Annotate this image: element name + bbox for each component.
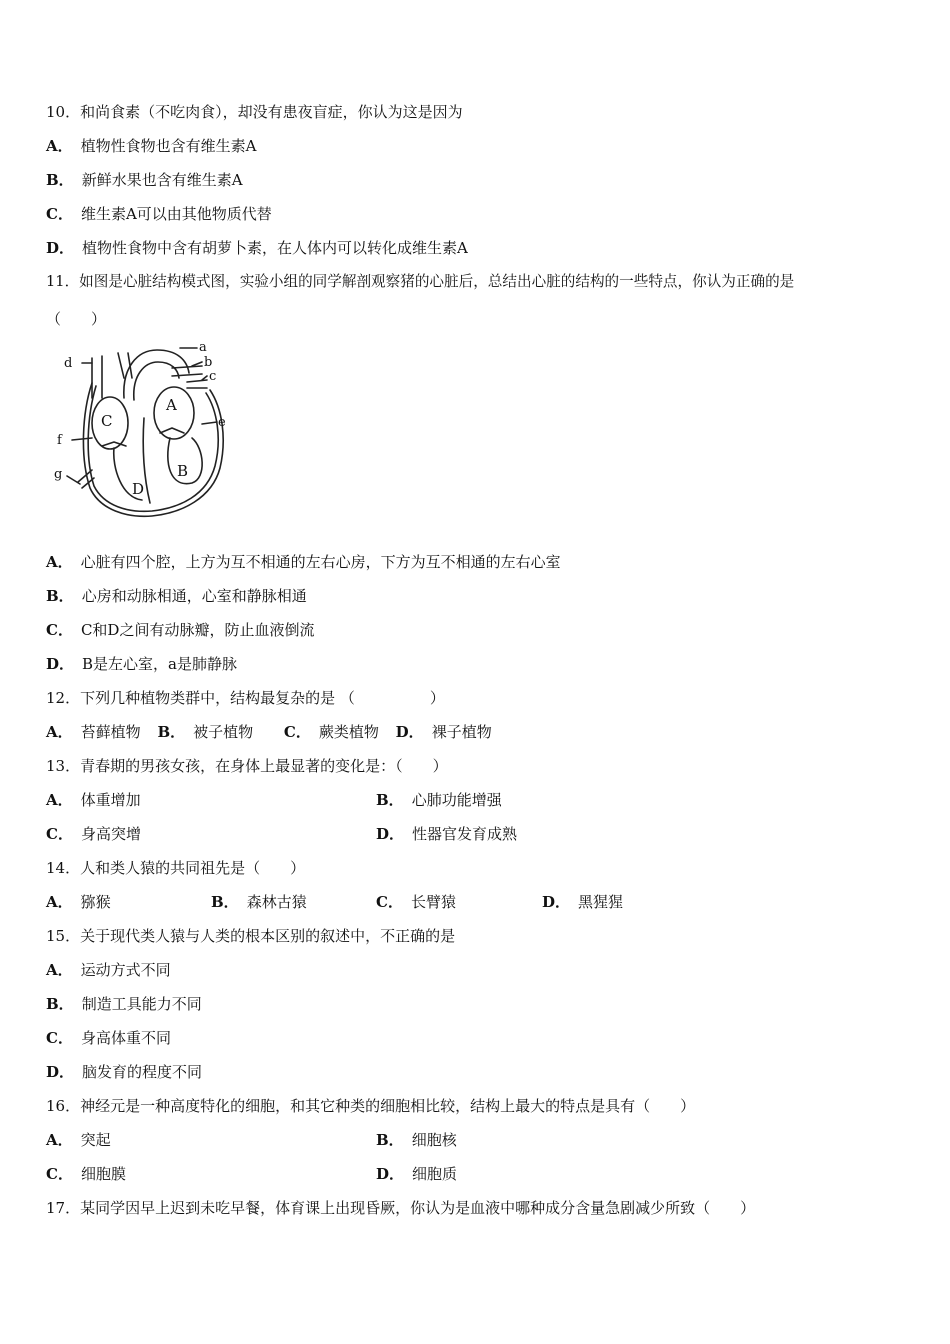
option-text: 身高体重不同 — [80, 1029, 171, 1047]
label-d: d — [64, 356, 73, 371]
option-label: D． — [46, 1063, 75, 1081]
option-text: 蕨类植物 — [318, 723, 379, 741]
q16-option-c — [46, 1164, 126, 1184]
option-label: B． — [211, 893, 239, 911]
q16-option-a — [46, 1130, 111, 1150]
heart-diagram — [52, 338, 232, 523]
q15-option-d — [46, 1062, 202, 1082]
option-text: 心房和动脉相通，心室和静脉相通 — [81, 587, 307, 605]
option-text: 脑发育的程度不同 — [82, 1063, 203, 1081]
option-text: 运动方式不同 — [80, 961, 171, 979]
option-text: 被子植物 — [193, 723, 254, 741]
q15-option-b — [46, 994, 202, 1014]
option-text: 植物性食物也含有维生素A — [80, 137, 257, 155]
option-label: D． — [376, 1165, 405, 1183]
option-label: A． — [46, 723, 73, 741]
option-text: 猕猴 — [80, 893, 111, 911]
option-label: B． — [46, 171, 74, 189]
option-text: 植物性食物中含有胡萝卜素，在人体内可以转化成维生素A — [82, 239, 468, 257]
option-label: D． — [376, 825, 405, 843]
option-label: A． — [46, 961, 73, 979]
q10-option-b — [46, 170, 243, 190]
q17-stem: 17．某同学因早上迟到未吃早餐，体育课上出现昏厥，你认为是血液中哪种成分含量急剧减少所致（ ） — [46, 1199, 756, 1217]
option-label: C． — [46, 1029, 73, 1047]
q12-options — [46, 722, 492, 742]
q14-option-c — [376, 892, 456, 912]
q13-stem: 13．青春期的男孩女孩，在身体上最显著的变化是：（ ） — [46, 757, 448, 775]
q11-paren: （ ） — [46, 310, 107, 328]
option-label: D． — [542, 893, 571, 911]
label-e: e — [218, 415, 226, 430]
q16-stem: 16．神经元是一种高度特化的细胞，和其它种类的细胞相比较，结构上最大的特点是具有（ ） — [46, 1097, 696, 1115]
option-label: B． — [376, 791, 404, 809]
option-label: B． — [157, 723, 186, 741]
option-text: 心脏有四个腔，上方为互不相通的左右心房，下方为互不相通的左右心室 — [80, 553, 561, 571]
option-text: 新鲜水果也含有维生素A — [81, 171, 243, 189]
option-text: 黑猩猩 — [578, 893, 624, 911]
label-B: B — [177, 462, 189, 480]
option-label: C． — [283, 723, 311, 741]
label-A: A — [166, 396, 177, 414]
option-label: D． — [395, 723, 424, 741]
q14-option-d — [542, 892, 623, 912]
q10-option-c — [46, 204, 272, 224]
option-text: 身高突增 — [80, 825, 141, 843]
option-text: 细胞膜 — [80, 1165, 126, 1183]
option-label: C． — [46, 825, 73, 843]
label-a: a — [199, 340, 207, 355]
q13-option-a — [46, 790, 141, 810]
option-label: D． — [46, 655, 75, 673]
option-label: B． — [376, 1131, 404, 1149]
option-text: 长臂猿 — [410, 893, 456, 911]
option-text: 森林古猿 — [246, 893, 307, 911]
option-label: A． — [46, 791, 73, 809]
q13-option-c — [46, 824, 141, 844]
option-label: D． — [46, 239, 75, 257]
option-text: 心肺功能增强 — [411, 791, 502, 809]
q10-option-d — [46, 238, 468, 258]
q15-stem: 15．关于现代类人猿与人类的根本区别的叙述中，不正确的是 — [46, 927, 456, 945]
option-label: C． — [376, 893, 403, 911]
q13-option-d — [376, 824, 517, 844]
option-text: 细胞质 — [412, 1165, 458, 1183]
label-b: b — [204, 355, 213, 370]
option-text: C和D之间有动脉瓣，防止血液倒流 — [80, 621, 315, 639]
option-label: B． — [46, 995, 74, 1013]
label-c: c — [209, 369, 217, 384]
label-g: g — [54, 467, 63, 482]
q11-option-b — [46, 586, 307, 606]
q14-option-a — [46, 892, 111, 912]
option-label: A． — [46, 1131, 73, 1149]
q14-option-b — [211, 892, 307, 912]
option-text: 维生素A可以由其他物质代替 — [80, 205, 272, 223]
label-f: f — [57, 433, 62, 448]
option-text: 裸子植物 — [431, 723, 492, 741]
q15-option-c — [46, 1028, 171, 1048]
option-text: B是左心室，a是肺静脉 — [82, 655, 237, 673]
q16-option-d — [376, 1164, 457, 1184]
q10-option-a — [46, 136, 256, 156]
option-text: 性器官发育成熟 — [412, 825, 518, 843]
option-label: A． — [46, 893, 73, 911]
option-label: C． — [46, 205, 73, 223]
label-D: D — [132, 480, 145, 498]
q12-stem: 12．下列几种植物类群中，结构最复杂的是 （ ） — [46, 689, 445, 707]
q11-option-c — [46, 620, 314, 640]
q11-stem: 11．如图是心脏结构模式图，实验小组的同学解剖观察猪的心脏后，总结出心脏的结构的一些特点，你认为正确的是 — [46, 273, 795, 290]
option-label: B． — [46, 587, 74, 605]
q13-option-b — [376, 790, 502, 810]
option-label: C． — [46, 621, 73, 639]
q16-option-b — [376, 1130, 457, 1150]
label-C: C — [101, 412, 113, 430]
option-text: 细胞核 — [411, 1131, 457, 1149]
option-text: 突起 — [80, 1131, 111, 1149]
heart-diagram-svg — [52, 338, 232, 523]
option-text: 体重增加 — [80, 791, 141, 809]
option-label: A． — [46, 137, 73, 155]
option-label: C． — [46, 1165, 73, 1183]
q15-option-a — [46, 960, 171, 980]
q10-stem: 10．和尚食素（不吃肉食），却没有患夜盲症，你认为这是因为 — [46, 103, 463, 121]
q11-option-d — [46, 654, 237, 674]
q14-stem: 14．人和类人猿的共同祖先是（ ） — [46, 859, 306, 877]
q11-option-a — [46, 552, 561, 572]
option-text: 苔藓植物 — [80, 723, 141, 741]
option-label: A． — [46, 553, 73, 571]
option-text: 制造工具能力不同 — [81, 995, 202, 1013]
